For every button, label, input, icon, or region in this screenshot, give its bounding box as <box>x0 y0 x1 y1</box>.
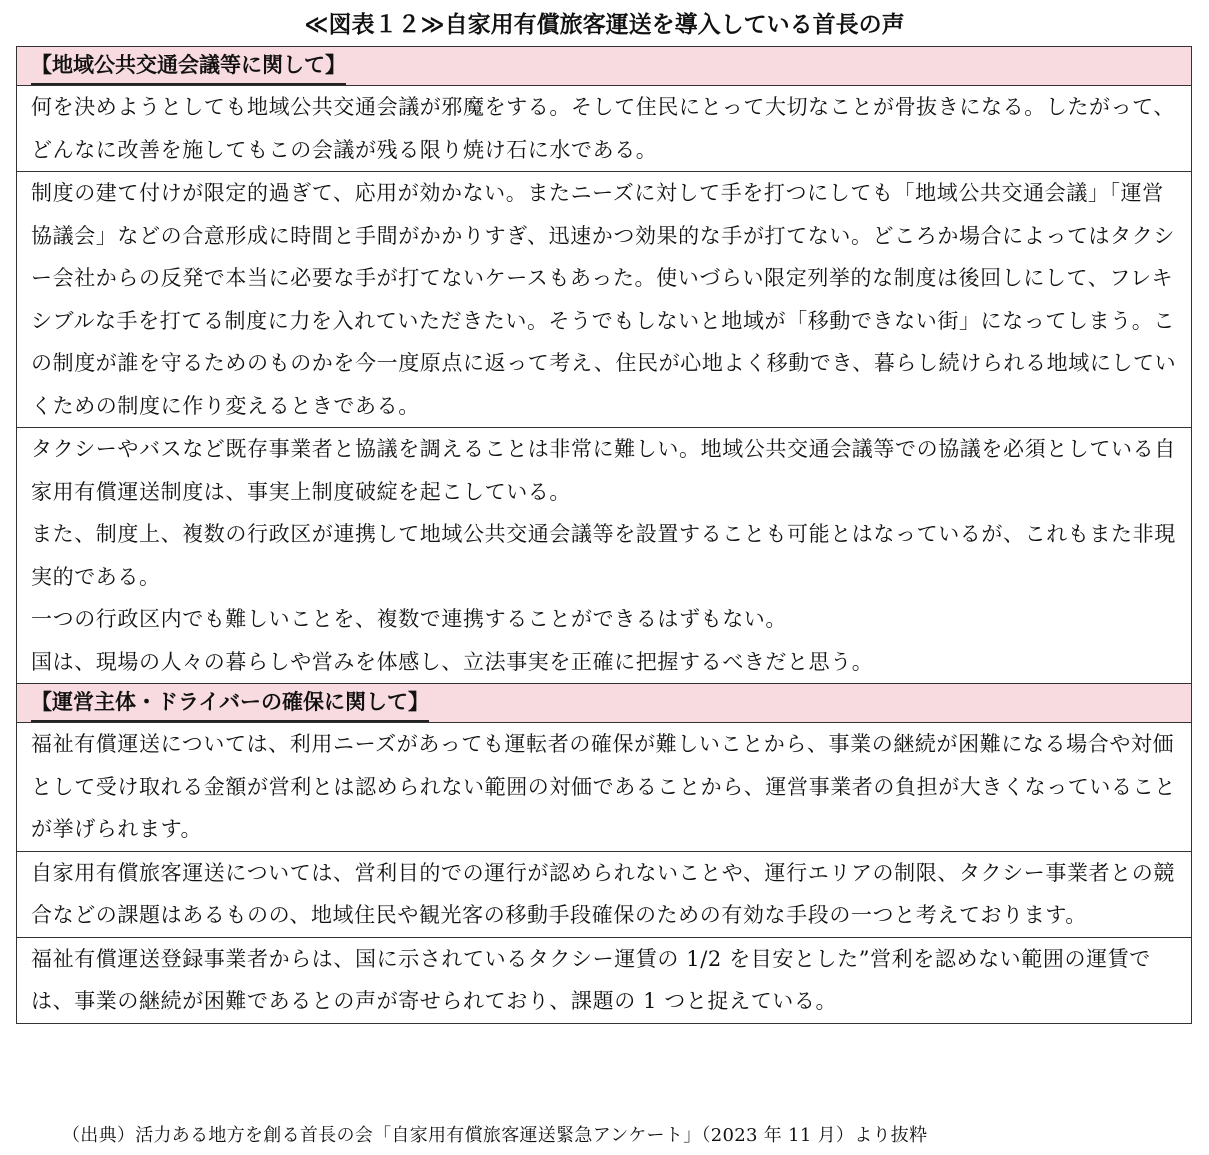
quote-text: 福祉有償運送については、利用ニーズがあっても運転者の確保が難しいことから、事業の継続が困難になる場合や対価として受け取れる金額が営利とは認められない範囲の対価であることから、運営事業者の負担が大きくなっていることが挙げられます。 <box>31 732 1176 841</box>
quote-cell <box>17 428 1191 684</box>
quote-text: また、制度上、複数の行政区が連携して地域公共交通会議等を設置することも可能とはなっているが、これもまた非現実的である。 <box>31 522 1176 589</box>
section-header-council <box>17 47 1191 86</box>
quote-cell <box>17 86 1191 172</box>
section-header-operator <box>17 684 1191 723</box>
quote-text: タクシーやバスなど既存事業者と協議を調えることは非常に難しい。地域公共交通会議等での協議を必須としている自家用有償運送制度は、事実上制度破綻を起こしている。 <box>31 437 1176 504</box>
quote-text: 国は、現場の人々の暮らしや営みを体感し、立法事実を正確に把握するべきだと思う。 <box>31 649 874 674</box>
quote-text: 福祉有償運送登録事業者からは、国に示されているタクシー運賃の 1/2 を目安とした”営利を認めない範囲の運賃では、事業の継続が困難であるとの声が寄せられており、課題の 1 つと捉えている。 <box>31 946 1151 1013</box>
source-note: （出典）活力ある地方を創る首長の会「自家用有償旅客運送緊急アンケート」（2023 年 11 月）より抜粋 <box>62 1125 928 1146</box>
section-header-label: 【運営主体・ドライバーの確保に関して】 <box>31 684 429 722</box>
quote-cell <box>17 723 1191 852</box>
quote-text: 何を決めようとしても地域公共交通会議が邪魔をする。そして住民にとって大切なことが骨抜きになる。したがって、どんなに改善を施してもこの会議が残る限り焼け石に水である。 <box>31 95 1175 162</box>
quote-cell <box>17 172 1191 428</box>
quote-text: 自家用有償旅客運送については、営利目的での運行が認められないことや、運行エリアの制限、タクシー事業者との競合などの課題はあるものの、地域住民や観光客の移動手段確保のための有効な手段の一つと考えております。 <box>31 860 1175 927</box>
quotes-table <box>16 46 1192 1024</box>
quote-cell <box>17 852 1191 938</box>
quote-text: 制度の建て付けが限定的過ぎて、応用が効かない。またニーズに対して手を打つにしても「地域公共交通会議」「運営協議会」などの合意形成に時間と手間がかかりすぎ、迅速かつ効果的な手が打てない。どころか場合によってはタクシー会社からの反発で本当に必要な手が打てないケースもあった。使いづらい限定列挙的な制度は後回しにして、フレキシブルな手を打てる制度に力を入れていただきたい。そうでもしないと地域が「移動できない街」になってしまう。この制度が誰を守るためのものかを今一度原点に返って考え、住民が心地よく移動でき、暮らし続けられる地域にしていくための制度に作り変えるときである。 <box>31 181 1177 418</box>
quote-text: 一つの行政区内でも難しいことを、複数で連携することができるはずもない。 <box>31 607 787 631</box>
quote-cell <box>17 938 1191 1023</box>
figure-title: ≪図表１２≫自家用有償旅客運送を導入している首長の声 <box>304 12 905 38</box>
section-header-label: 【地域公共交通会議等に関して】 <box>31 47 346 85</box>
